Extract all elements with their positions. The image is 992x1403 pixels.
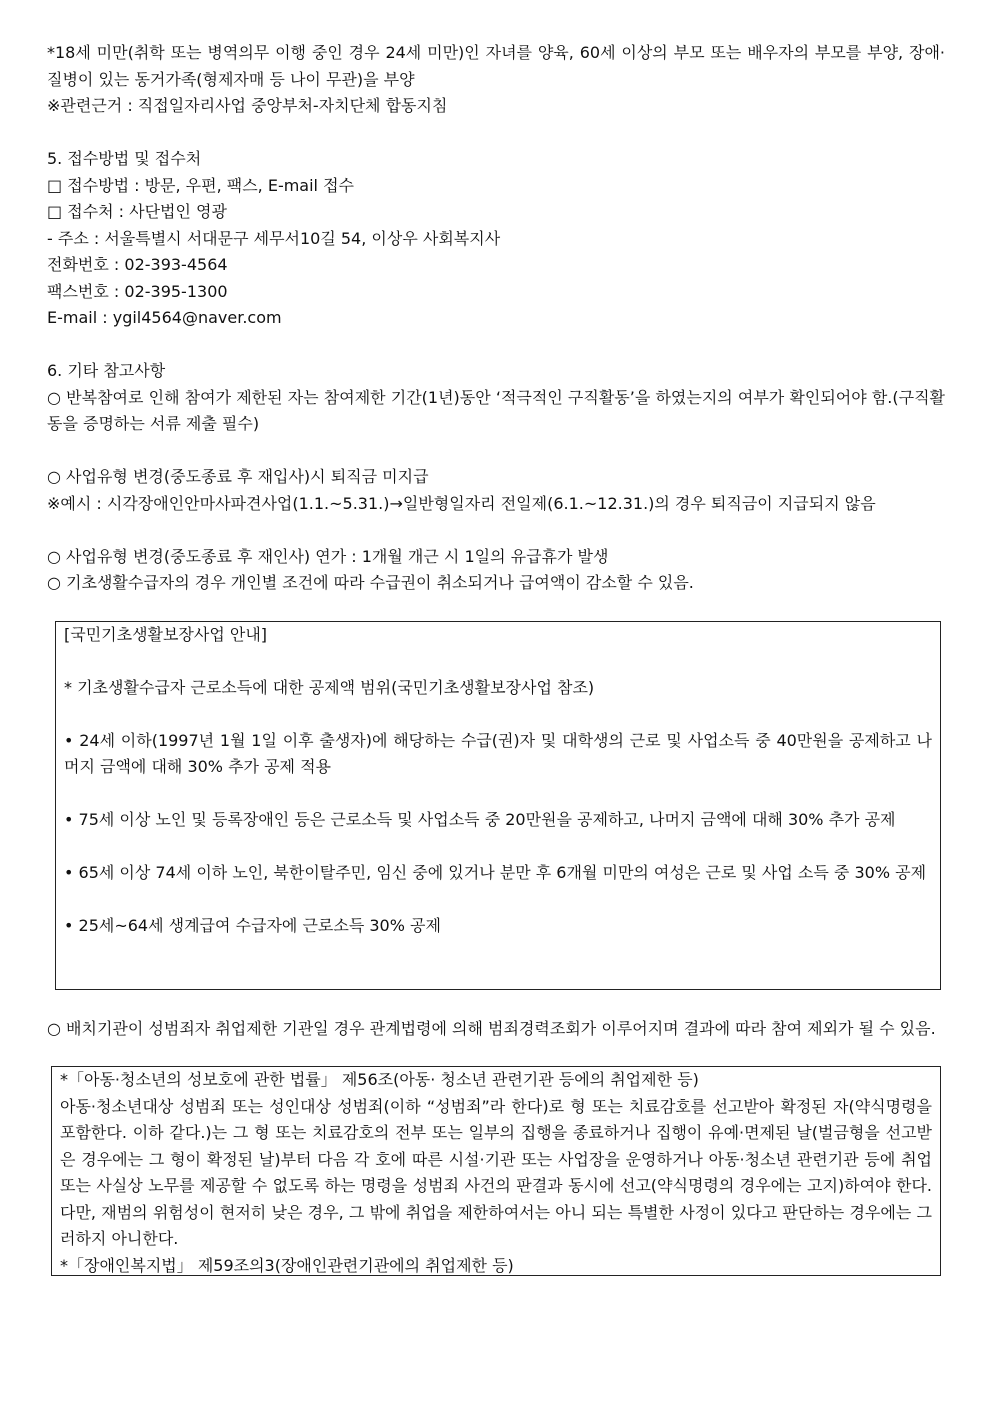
box1-bullet-1: • 24세 이하(1997년 1월 1일 이후 출생자)에 해당하는 수급(권)자 및 대학생의 근로 및 사업소득 중 40만원을 공제하고 나머지 금액에 대해 30% 추가 공제 적용 <box>64 730 932 776</box>
section6-item4: ○ 기초생활수급자의 경우 개인별 조건에 따라 수급권이 취소되거나 급여액이 감소할 수 있음. <box>47 573 694 592</box>
section5-fax: 팩스번호 : 02-395-1300 <box>47 281 228 301</box>
box1-heading: [국민기초생활보장사업 안내] <box>64 624 268 644</box>
intro-basis-text: ※관련근거 : 직접일자리사업 중앙부처-자치단체 합동지침 <box>47 96 448 115</box>
box1-bullet-2: • 75세 이상 노인 및 등록장애인 등은 근로소득 및 사업소득 중 20만원을 공제하고, 나머지 금액에 대해 30% 추가 공제 <box>64 810 896 829</box>
law1-title: *「아동·청소년의 성보호에 관한 법률」 제56조(아동· 청소년 관련기관 등에의 취업제한 등) <box>60 1070 699 1089</box>
section6-item3: ○ 사업유형 변경(중도종료 후 재인사) 연가 : 1개월 개근 시 1일의 유급휴가 발생 <box>47 546 609 566</box>
law1-body: 아동·청소년대상 성범죄 또는 성인대상 성범죄(이하 “성범죄”라 한다)로 형 또는 치료감호를 선고받아 확정된 자(약식명령을 포함한다. 이하 같다.)는 그 형 또는 치료감호의 전부 또는 일부의 집행을 종료하거나 집행이 유예·면제된 날(벌금형을 선고받은 경우에는 그 형이 확정된 날)부터 다음 각 호에 따른 시설·기관 또는 사업장을 운영하거나 아동·청소년 관련기관 등에 취업 또는 사실상 노무를 제공할 수 없도록 하는 명령을 성범죄 사건의 판결과 동시에 선고(약식명령의 경우에는 고지)하여야 한다. 다만, 재범의 위험성이 현저히 낮은 경우, 그 밖에 취업을 제한하여서는 아니 되는 특별한 사정이 있다고 판단하는 경우에는 그러하지 아니한다. <box>60 1096 932 1248</box>
box1-bullet-3: • 65세 이상 74세 이하 노인, 북한이탈주민, 임신 중에 있거나 분만 후 6개월 미만의 여성은 근로 및 사업 소득 중 30% 공제 <box>64 863 927 882</box>
section6-item2-example: ※예시 : 시각장애인안마사파견사업(1.1.~5.31.)→일반형일자리 전일제(6.1.~12.31.)의 경우 퇴직금이 지급되지 않음 <box>47 493 876 513</box>
intro-eligibility-text: *18세 미만(취학 또는 병역의무 이행 중인 경우 24세 미만)인 자녀를 양육, 60세 이상의 부모 또는 배우자의 부모를 부양, 장애·질병이 있는 동거가족(형제자매 등 나이 무관)을 부양 <box>47 43 945 89</box>
section6-item1: ○ 반복참여로 인해 참여가 제한된 자는 참여제한 기간(1년)동안 ‘적극적인 구직활동’을 하였는지의 여부가 확인되어야 함.(구직활동을 증명하는 서류 제출 필수) <box>47 387 945 433</box>
section5-title: 5. 접수방법 및 접수처 <box>47 149 202 168</box>
section5-email: E-mail : ygil4564@naver.com <box>47 308 282 327</box>
law-reference-box <box>51 1066 941 1276</box>
section5-place: □ 접수처 : 사단법인 영광 <box>47 202 227 221</box>
box1-bullet-4: • 25세~64세 생계급여 수급자에 근로소득 30% 공제 <box>64 916 441 935</box>
section6-item5: ○ 배치기관이 성범죄자 취업제한 기관일 경우 관계법령에 의해 범죄경력조회가 이루어지며 결과에 따라 참여 제외가 될 수 있음. <box>47 1018 936 1038</box>
section6-title: 6. 기타 참고사항 <box>47 361 166 380</box>
box1-intro: * 기초생활수급자 근로소득에 대한 공제액 범위(국민기초생활보장사업 참조) <box>64 677 595 697</box>
document-page <box>47 40 945 1276</box>
section5-phone: 전화번호 : 02-393-4564 <box>47 255 228 274</box>
basic-living-info-box <box>55 621 941 990</box>
section5-method: □ 접수방법 : 방문, 우편, 팩스, E-mail 접수 <box>47 175 355 195</box>
law2-title: *「장애인복지법」 제59조의3(장애인관련기관에의 취업제한 등) <box>60 1255 514 1275</box>
section5-address: - 주소 : 서울특별시 서대문구 세무서10길 54, 이상우 사회복지사 <box>47 228 501 248</box>
section6-item2: ○ 사업유형 변경(중도종료 후 재입사)시 퇴직금 미지급 <box>47 467 429 486</box>
